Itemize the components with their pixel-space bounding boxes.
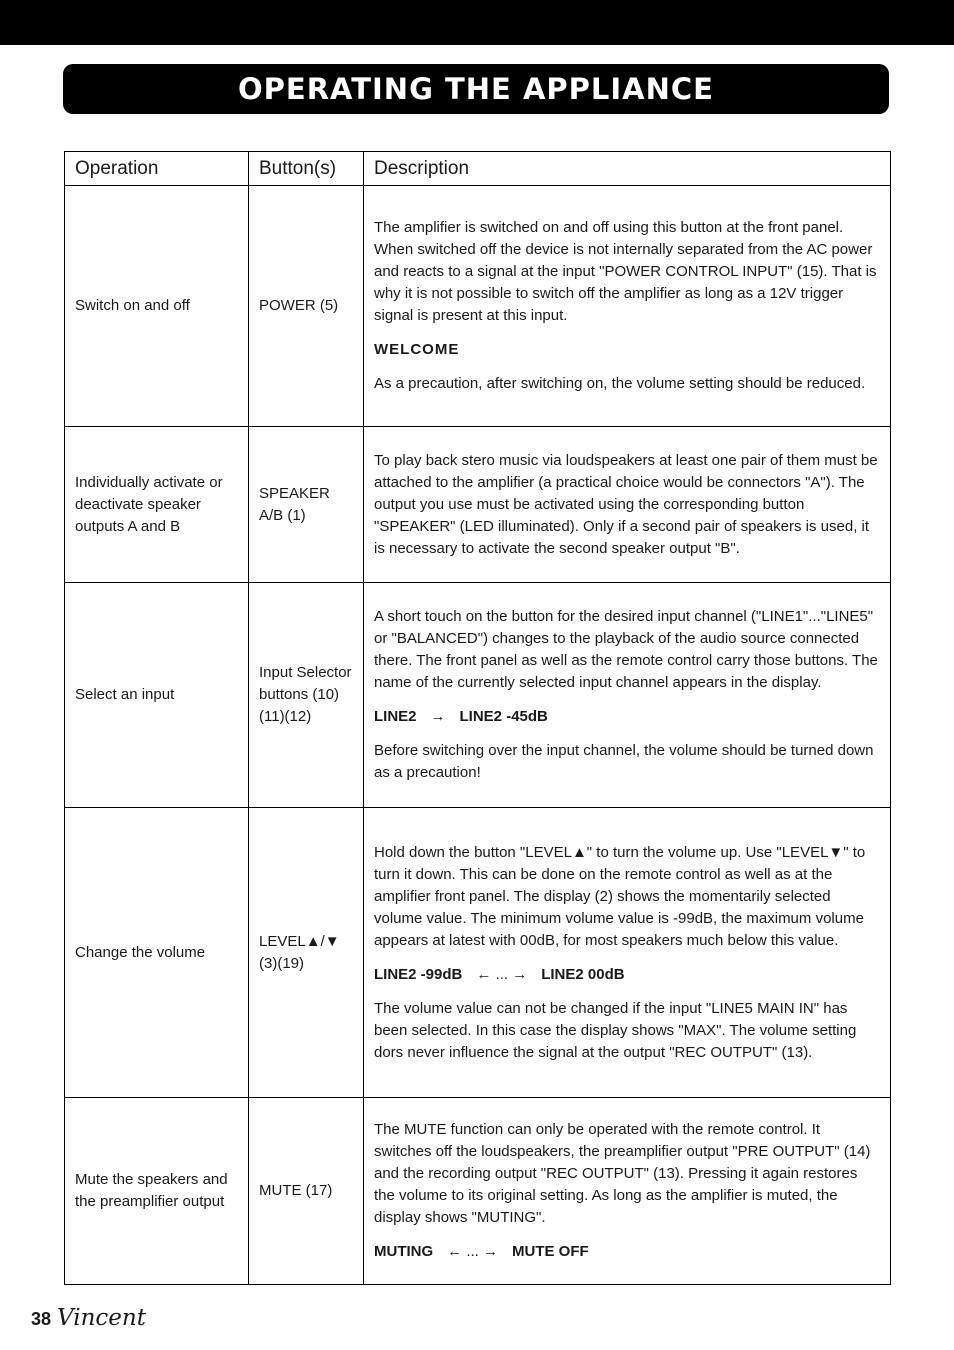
button-cell: Input Selector buttons (10)(11)(12) (249, 583, 364, 808)
table-row (65, 186, 891, 427)
description-cell (364, 583, 891, 808)
page-footer (31, 1305, 146, 1331)
flow-right: LINE2 00dB (541, 965, 625, 983)
header-buttons: Button(s) (249, 152, 364, 186)
description-note: The volume value can not be changed if the input "LINE5 MAIN IN" has been selected. In this case the display shows "MAX". The volume setting dors never influence the signal at the output "REC OUTPUT" (13). (374, 999, 857, 1061)
description-text: To play back stero music via loudspeakers at least one pair of them must be attached to the amplifier (a practical choice would be connectors "A"). The output you use must be activated using the corresponding button "SPEAKER" (LED illuminated). Only if a second pair of speakers is used, it is necessary to activate the second speaker output "B". (374, 451, 878, 557)
header-description: Description (364, 152, 891, 186)
top-bar (0, 0, 954, 45)
display-flow (374, 1241, 880, 1263)
display-flow (374, 964, 880, 986)
flow-left: LINE2 -99dB (374, 965, 463, 983)
description-cell (364, 186, 891, 427)
operations-table (64, 151, 891, 1285)
description-note: As a precaution, after switching on, the volume setting should be reduced. (374, 375, 866, 392)
table-row (65, 427, 891, 583)
brand-logo: Vincent (57, 1305, 146, 1331)
description-text: Hold down the button "LEVEL▲" to turn the volume up. Use "LEVEL▼" to turn it down. This can be done on the remote control as well as at the amplifier front panel. The display (2) shows the momentarily selected volume value. The minimum volume value is -99dB, the maximum volume appears at latest with 00dB, for most speakers much below this value. (374, 843, 866, 949)
description-cell (364, 427, 891, 583)
operation-cell: Mute the speakers and the preamplifier output (65, 1098, 249, 1285)
description-note: Before switching over the input channel, the volume should be turned down as a precaution! (374, 742, 874, 781)
description-cell (364, 1098, 891, 1285)
table-row (65, 1098, 891, 1285)
operation-cell: Individually activate or deactivate speaker outputs A and B (65, 427, 249, 583)
button-cell: LEVEL▲/▼ (3)(19) (249, 808, 364, 1098)
description-text: The MUTE function can only be operated with the remote control. It switches off the loudspeakers, the preamplifier output "PRE OUTPUT" (14) and the recording output "REC OUTPUT" (13). Pressing it again restores the volume to its original setting. As long as the amplifier is muted, the display shows "MUTING". (374, 1121, 871, 1226)
arrow-icon: → (430, 708, 446, 725)
flow-right: MUTE OFF (512, 1243, 589, 1260)
button-cell: POWER (5) (249, 186, 364, 427)
title-banner (63, 64, 889, 114)
table-row (65, 583, 891, 808)
page-title: OPERATING THE APPLIANCE (238, 72, 714, 106)
description-text: A short touch on the button for the desired input channel ("LINE1"..."LINE5" or "BALANCED") changes to the playback of the audio source connected there. The front panel as well as the remote control carry those buttons. The name of the currently selected input channel appears in the display. (374, 608, 878, 691)
flow-left: LINE2 (374, 708, 417, 725)
operation-cell: Select an input (65, 583, 249, 808)
description-text: The amplifier is switched on and off using this button at the front panel. When switched off the device is not internally separated from the AC power and reacts to a signal at the input "POWER CONTROL INPUT" (15). That is why it is not possible to switch off the amplifier as long as a 12V trigger signal is present at this input. (374, 219, 877, 324)
flow-right: LINE2 -45dB (459, 708, 548, 725)
description-cell (364, 808, 891, 1098)
header-operation: Operation (65, 152, 249, 186)
table-header-row (65, 152, 891, 186)
arrow-icon: ← ... → (476, 965, 528, 983)
table-row (65, 808, 891, 1098)
button-cell: SPEAKER A/B (1) (249, 427, 364, 583)
flow-left: MUTING (374, 1243, 434, 1260)
operation-cell: Switch on and off (65, 186, 249, 427)
button-cell: MUTE (17) (249, 1098, 364, 1285)
display-flow (374, 706, 880, 728)
operation-cell: Change the volume (65, 808, 249, 1098)
arrow-icon: ← ... → (447, 1243, 499, 1260)
display-label: WELCOME (374, 341, 460, 358)
page-number: 38 (31, 1309, 52, 1329)
